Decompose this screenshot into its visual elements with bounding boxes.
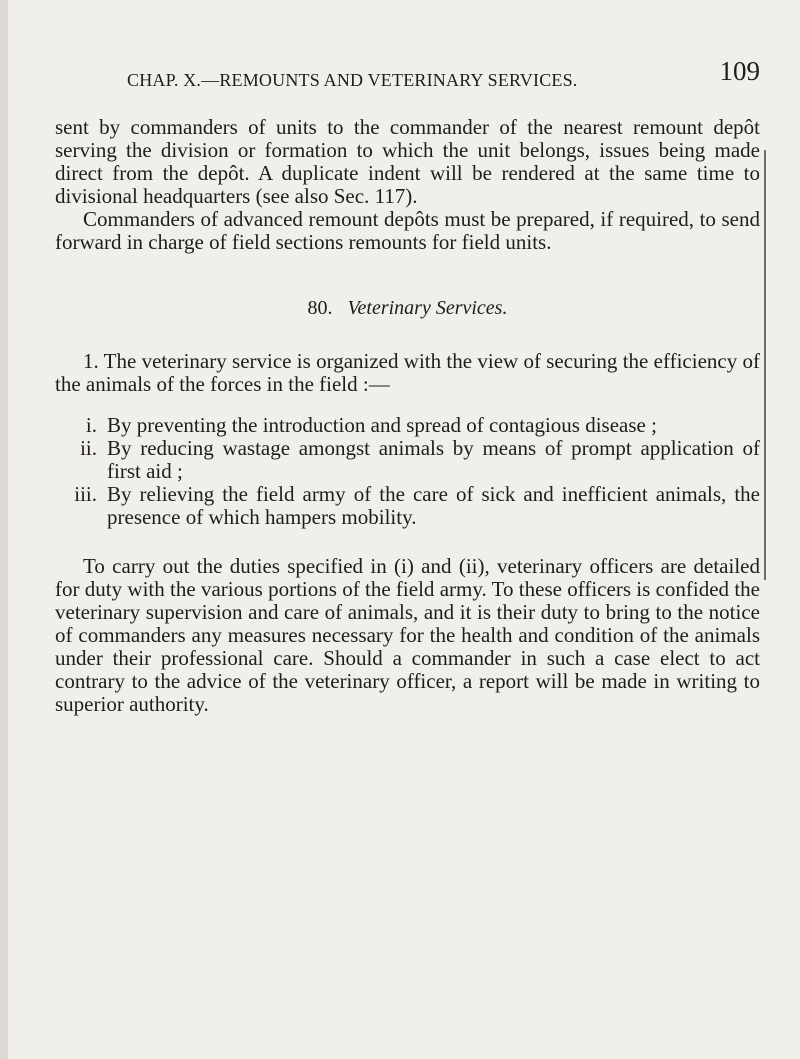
page-content <box>55 56 760 737</box>
opening-text <box>55 116 760 254</box>
section-number: 80. <box>307 297 333 319</box>
opening-paragraph-2: Commanders of advanced remount depôts must be prepared, if required, to send forward in charge of field sections remounts for field units. <box>55 207 760 254</box>
list-item-text: By preventing the introduction and spread of contagious disease ; <box>107 413 657 437</box>
closing-paragraph: To carry out the duties specified in (i) and (ii), veterinary officers are detailed for duty with the various portions of the field army. To these officers is confided the veterinary supervision and care of animals, and it is their duty to bring to the notice of commanders any measures necessary for the health and condition of the animals under their professional care. Should a commander in such a case elect to act contrary to the advice of the veterinary officer, a report will be made in writing to superior authority. <box>55 554 760 716</box>
list-item-marker: ii. <box>80 436 97 460</box>
right-page-edge <box>764 150 766 580</box>
opening-paragraph-1: sent by commanders of units to the commander of the nearest remount depôt serving the division or formation to which the unit belongs, issues being made direct from the depôt. A duplicate indent will be rendered at the same time to divisional headquarters (see also Sec. 117). <box>55 115 760 208</box>
closing-text <box>55 555 760 716</box>
list-item-text: By reducing wastage amongst animals by means of prompt application of first aid ; <box>107 436 760 483</box>
page-number: 109 <box>719 56 760 86</box>
section-heading <box>55 297 760 320</box>
list-item-marker: i. <box>85 413 97 437</box>
chapter-header: CHAP. X.—REMOUNTS AND VETERINARY SERVICES. <box>127 70 578 90</box>
list-item <box>55 437 760 483</box>
list-item-marker: iii. <box>74 482 97 506</box>
objectives-list <box>55 414 760 529</box>
section-title: Veterinary Services. <box>347 297 508 319</box>
page-header <box>55 56 760 116</box>
list-item-text: By relieving the field army of the care of sick and inefficient animals, the presence of which hampers mobility. <box>107 482 760 529</box>
section-intro <box>55 350 760 396</box>
list-item <box>55 483 760 529</box>
page-edge-shadow <box>0 0 8 1059</box>
intro-paragraph: 1. The veterinary service is organized with the view of securing the efficiency of the animals of the forces in the field :— <box>55 349 760 396</box>
list-item <box>55 414 760 437</box>
